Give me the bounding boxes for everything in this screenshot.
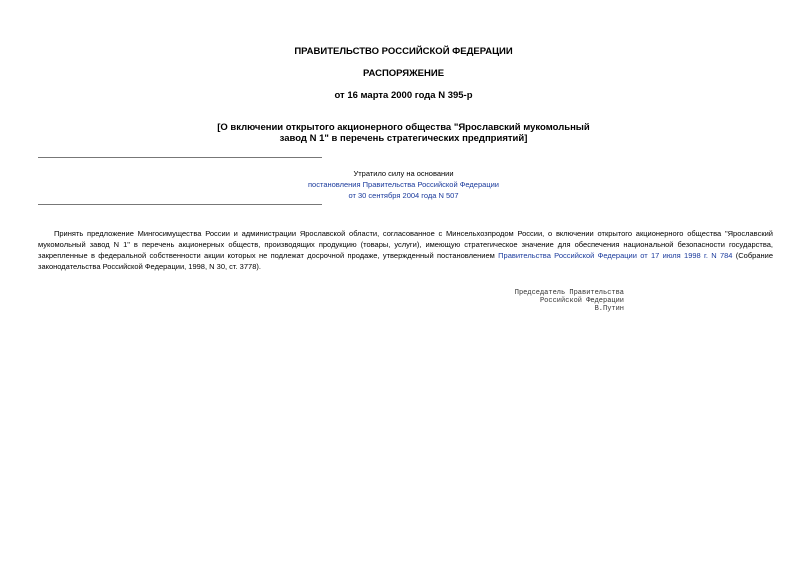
- government-name: ПРАВИТЕЛЬСТВО РОССИЙСКОЙ ФЕДЕРАЦИИ: [294, 46, 513, 57]
- body-text-before-link: Принять предложение Мингосимущества России и администрации Ярославской области, согласованное с Минсельхозпродом России, о включении открытого акционерного общества "Ярославский мукомольный завод N 1" в перечень акционерных обществ, производящих продукцию (товары, услуги), имеющую стратегическое значение для обеспечения национальной безопасности государства, закрепленные в федеральной собственности акции которых не подлежат досрочной продаже, утвержденный постановлением: [38, 229, 773, 260]
- signature-organization: Российской Федерации: [539, 297, 624, 305]
- signature-position: Председатель Правительства: [514, 289, 624, 297]
- divider-bottom: [38, 204, 322, 205]
- document-title-line-1: [О включении открытого акционерного общества "Ярославский мукомольный: [217, 122, 590, 133]
- repeal-notice: Утратило силу на основании: [353, 169, 454, 178]
- divider-top: [38, 157, 322, 158]
- repeal-decree-link[interactable]: постановления Правительства Российской Федерации: [307, 180, 499, 189]
- body-paragraph: [38, 228, 773, 272]
- document-type: РАСПОРЯЖЕНИЕ: [362, 68, 445, 79]
- repeal-decree-date-link[interactable]: от 30 сентября 2004 года N 507: [348, 191, 459, 200]
- signature-name: В.Путин: [594, 305, 624, 313]
- decree-784-link[interactable]: Правительства Российской Федерации от 17 июля 1998 г. N 784: [498, 251, 733, 260]
- body-text-after-link: (Собрание законодательства Российской Федерации, 1998, N 30, ст. 3778).: [38, 251, 773, 271]
- repeal-link-line-1[interactable]: [0, 180, 807, 189]
- document-date-number: от 16 марта 2000 года N 395-р: [334, 90, 473, 101]
- repeal-link-line-2[interactable]: [0, 191, 807, 200]
- document-title-line-2: завод N 1" в перечень стратегических предприятий]: [279, 133, 528, 144]
